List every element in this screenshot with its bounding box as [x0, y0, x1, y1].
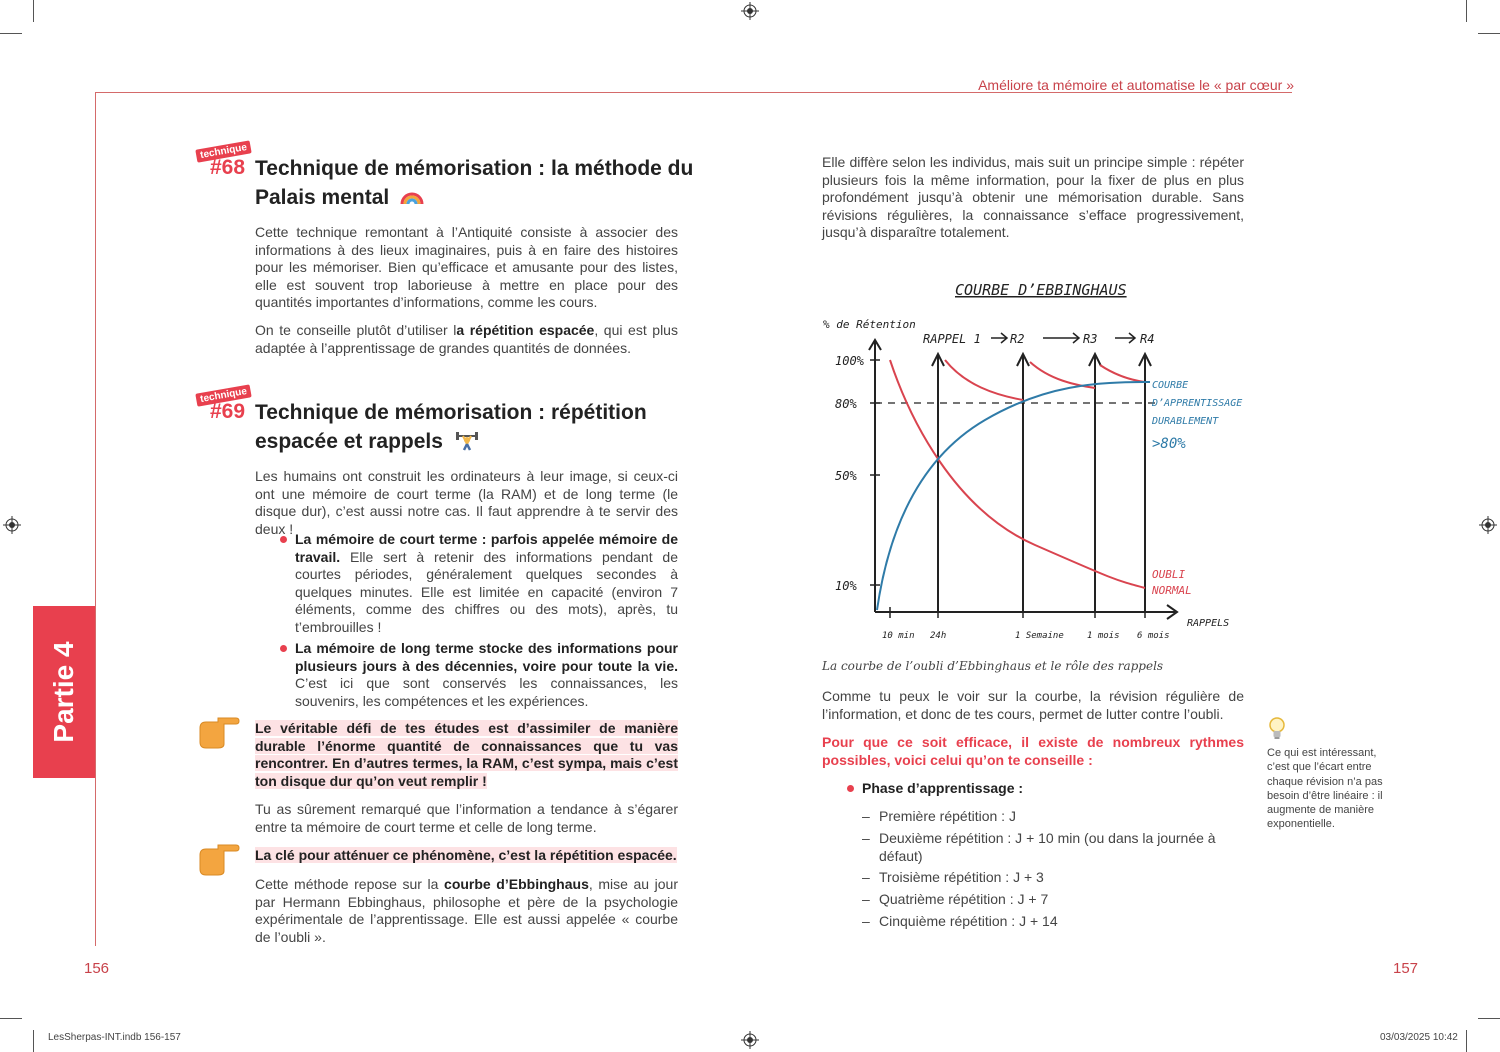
forgetting-segment [1100, 365, 1145, 382]
paragraph: Tu as sûrement remarqué que l’information a tendance à s’égarer entre ta mémoire de court terme et celle de long terme. [255, 801, 678, 835]
y-tick-label: 100% [835, 354, 864, 368]
rappel-label: R3 [1083, 332, 1098, 346]
highlight-box: Le véritable défi de tes études est d’assimiler de manière durable l’énorme quantité de connaissances que tu vas rencontrer. En d’autres termes, la RAM, c’est sympa, mais c’est ton disque dur qu’on veut remplir ! [255, 720, 678, 789]
slug-left: LesSherpas-INT.indb 156-157 [48, 1032, 181, 1043]
technique-number: #68 [210, 156, 246, 179]
slug-right: 03/03/2025 10:42 [1380, 1032, 1458, 1043]
registration-mark-icon [1479, 516, 1497, 534]
paragraph: Comme tu peux le voir sur la courbe, la révision régulière de l’information, et donc de tes cours, permet de lutter contre l’oubli. [822, 688, 1244, 722]
schedule-item: – Troisième répétition : J + 3 [879, 869, 1245, 887]
paragraph: On te conseille plutôt d’utiliser la répétition espacée, qui est plus adaptée à l’apprentissage de grandes quantités de données. [255, 322, 678, 356]
schedule-item: – Deuxième répétition : J + 10 min (ou dans la journée à défaut) [879, 830, 1245, 865]
ebbinghaus-chart [815, 270, 1255, 650]
y-tick-label: 50% [835, 469, 857, 483]
rappel-label: R4 [1140, 332, 1155, 346]
rainbow-icon [399, 186, 425, 206]
paragraph: Les humains ont construit les ordinateurs à leur image, si ceux-ci ont une mémoire de court terme (la RAM) et de long terme (le disque dur), c’est aussi notre cas. Il faut apprendre à te servir des deux ! [255, 468, 678, 537]
highlight-box: Pour que ce soit efficace, il existe de nombreux rythmes possibles, voici celui qu’on te conseille : [822, 734, 1244, 768]
weightlifter-icon [455, 429, 479, 451]
registration-mark-icon [741, 1031, 759, 1049]
forgetting-curve-label: NORMAL [1152, 584, 1192, 597]
title-line: Palais mental [255, 183, 715, 212]
schedule-item: – Première répétition : J [879, 808, 1245, 826]
pointing-hand-icon [196, 716, 240, 750]
rappel-label: R2 [1010, 332, 1025, 346]
highlight-box: La clé pour atténuer ce phénomène, c’est la répétition espacée. [255, 847, 677, 863]
x-tick-label: 10 min [882, 631, 915, 641]
chart-title: COURBE D’EBBINGHAUS [955, 281, 1127, 299]
forgetting-segment [945, 360, 1023, 400]
lightbulb-icon [1267, 716, 1287, 742]
part-tab-label: Partie 4 [48, 641, 79, 743]
x-axis-label: RAPPELS [1187, 618, 1230, 629]
x-tick-label: 1 Semaine [1015, 631, 1064, 641]
running-head: Améliore ta mémoire et automatise le « par cœur » [978, 77, 1294, 93]
paragraph: Cette technique remontant à l’Antiquité consiste à associer des informations à des lieux imaginaires, puis à en faire des histoires pour les mémoriser. Bien qu’efficace et amusante pour des listes, elle est souvent trop laborieuse à mettre en place pour des quantités importantes d’informations, comme les cours. [255, 224, 678, 310]
forgetting-curve-label: OUBLI [1152, 568, 1186, 581]
y-tick-label: 10% [835, 579, 857, 593]
figure-caption: La courbe de l’oubli d’Ebbinghaus et le rôle des rappels [822, 659, 1164, 673]
learning-curve-label: D’APPRENTISSAGE [1152, 398, 1243, 409]
technique-badge: technique [195, 384, 252, 406]
technique-number: #69 [210, 400, 246, 423]
forgetting-segment [1030, 362, 1095, 388]
technique-badge: technique [195, 140, 252, 162]
side-note: Ce qui est intéressant, c’est que l’écart entre chaque révision n’a pas besoin d’être linéaire : il augmente de manière exponentielle. [1267, 747, 1383, 831]
y-axis-label: % de Rétention [823, 318, 916, 331]
learning-curve-label: DURABLEMENT [1152, 416, 1219, 427]
x-tick-label: 1 mois [1087, 631, 1120, 641]
title-line: Technique de mémorisation : la méthode du [255, 157, 694, 180]
technique-title [255, 398, 715, 456]
rappel-label: RAPPEL 1 [923, 332, 981, 346]
registration-mark-icon [741, 2, 759, 20]
page-number-right: 157 [1393, 960, 1419, 977]
page-number-left: 156 [84, 960, 110, 977]
pointing-hand-icon [196, 843, 240, 877]
margin-rule [95, 92, 96, 946]
y-tick-label: 80% [835, 397, 857, 411]
x-tick-label: 6 mois [1137, 631, 1170, 641]
list-item: Phase d’apprentissage : [862, 780, 1242, 798]
registration-mark-icon [3, 516, 21, 534]
technique-title [255, 154, 715, 212]
part-tab [33, 606, 95, 778]
learning-curve-label: COURBE [1152, 380, 1189, 391]
title-line: Technique de mémorisation : répétition [255, 401, 647, 424]
x-tick-label: 24h [930, 631, 947, 641]
schedule-item: – Cinquième répétition : J + 14 [879, 913, 1245, 931]
forgetting-curve [890, 360, 1145, 588]
paragraph: Cette méthode repose sur la courbe d’Ebbinghaus, mise au jour par Hermann Ebbinghaus, philosophe et père de la psychologie expérimentale de l’apprentissage. Elle est aussi appelée « courbe de l’oubli ». [255, 876, 679, 945]
schedule-item: – Quatrième répétition : J + 7 [879, 891, 1245, 909]
list-item: La mémoire de long terme stocke des informations pour plusieurs jours à des décennies, voire pour toute la vie. C’est ici que sont conservés les connaissances, les souvenirs, les compétences et les expériences. [295, 640, 678, 709]
title-line: espacée et rappels [255, 427, 715, 456]
paragraph: Elle diffère selon les individus, mais suit un principe simple : répéter plusieurs fois la même information, pour la fixer de plus en plus profondément jusqu’à obtenir une mémorisation durable. Sans révisions régulières, la connaissance s’efface progressivement, jusqu’à disparaître totalement. [822, 154, 1244, 240]
list-item: La mémoire de court terme : parfois appelée mémoire de travail. Elle sert à retenir des informations pendant de courtes périodes, généralement quelques secondes à quelques minutes. Elle est limitée en capacité (environ 7 éléments, comme des chiffres ou des mots), après, tu t’embrouilles ! [295, 531, 678, 635]
learning-curve-label: >80% [1152, 436, 1186, 452]
